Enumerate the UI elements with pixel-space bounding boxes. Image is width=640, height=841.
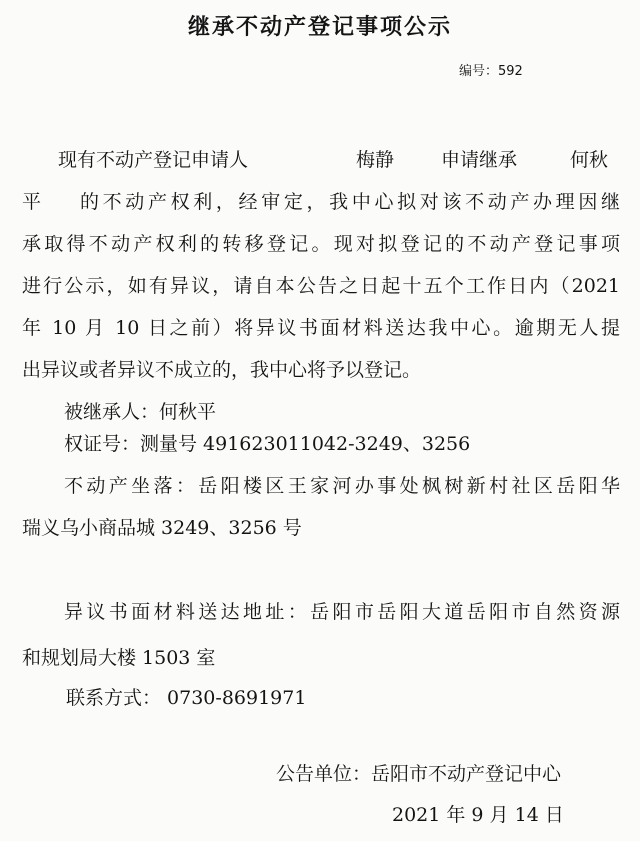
location-line-1: 不动产坐落：岳阳楼区王家河办事处枫树新村社区岳阳华 bbox=[64, 475, 620, 497]
applicant-name: 梅静 bbox=[356, 149, 395, 171]
body-line-6: 出异议或者异议不成立的，我中心将予以登记。 bbox=[22, 359, 422, 381]
body-line-1 bbox=[58, 148, 248, 172]
certificate-line: 权证号：测量号 491623011042-3249、3256 bbox=[64, 433, 471, 455]
decedent-name-part2: 平 bbox=[22, 191, 42, 213]
phone-line: 联系方式： 0730-8691971 bbox=[66, 687, 307, 709]
issuer-line: 公告单位：岳阳市不动产登记中心 bbox=[276, 763, 562, 785]
line1-inherit: 申请继承 bbox=[441, 149, 518, 171]
body-line-3: 承取得不动产权利的转移登记。现对拟登记的不动产登记事项 bbox=[22, 233, 620, 255]
decedent-name-part1: 何秋 bbox=[570, 149, 609, 171]
body-line-4: 进行公示，如有异议，请自本公告之日起十五个工作日内（2021 bbox=[22, 275, 620, 297]
address-line-1: 异议书面材料送达地址：岳阳市岳阳大道岳阳市自然资源 bbox=[64, 601, 620, 623]
document-number: 编号：592 bbox=[459, 64, 523, 79]
address-line-2: 和规划局大楼 1503 室 bbox=[22, 647, 216, 669]
body-line-2: 的不动产权利，经审定，我中心拟对该不动产办理因继 bbox=[80, 191, 620, 213]
line1-prefix: 现有不动产登记申请人 bbox=[58, 149, 249, 171]
body-line-5: 年 10 月 10 日之前）将异议书面材料送达我中心。逾期无人提 bbox=[22, 317, 620, 339]
heir-line: 被继承人：何秋平 bbox=[64, 401, 217, 423]
location-line-2: 瑞义乌小商品城 3249、3256 号 bbox=[22, 517, 302, 539]
notice-date: 2021 年 9 月 14 日 bbox=[392, 804, 564, 826]
document-title: 继承不动产登记事项公示 bbox=[187, 15, 452, 40]
